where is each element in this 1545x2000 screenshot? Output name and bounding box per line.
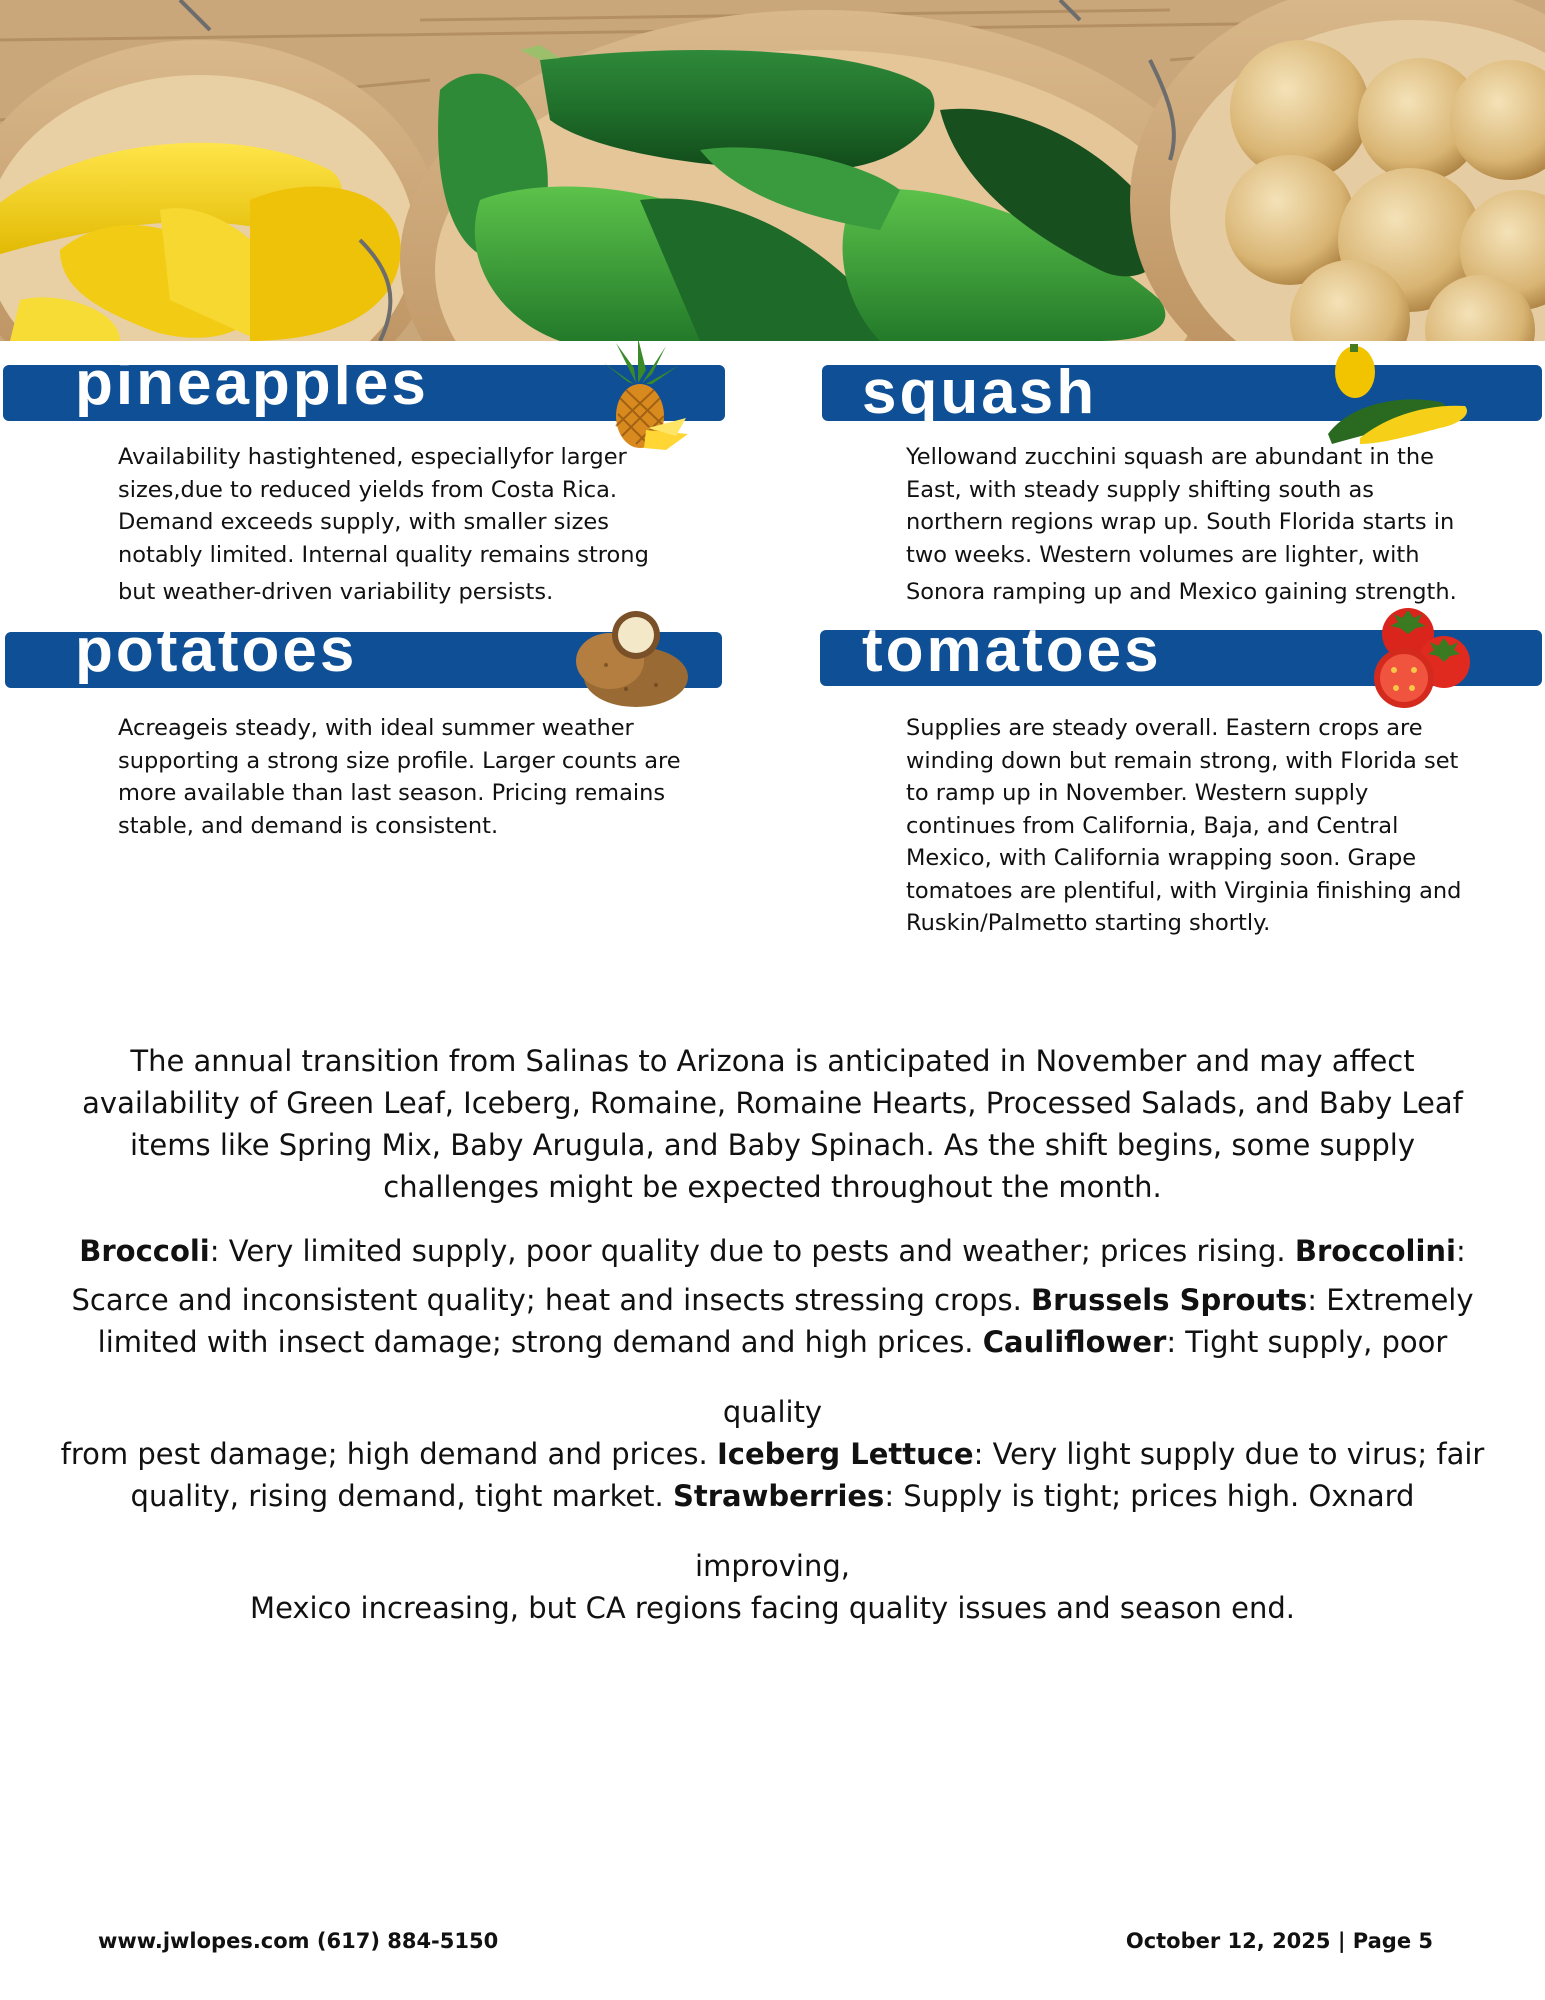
footer-contact: www.jwlopes.com (617) 884-5150 — [98, 1929, 499, 1953]
squash-text: Yellowand zucchini squash are abundant in the East, with steady supply shifting south as northern regions wrap up. South Florida starts in two weeks. Western volumes are lighter, with Sonora ramping up and Mexico gaining strength. — [906, 444, 1457, 605]
tomato-icon — [1366, 604, 1476, 710]
squash-icon — [1320, 344, 1470, 444]
commodity-line: quality — [722, 1395, 823, 1429]
commodity-line: limited with insect damage; strong demand and high prices. Cauliflower: Tight supply, poor — [97, 1325, 1448, 1359]
tomatoes-title: tomatoes — [862, 616, 1162, 685]
commodities-paragraph — [60, 1230, 1485, 1629]
commodity-line: Broccoli: Very limited supply, poor quality due to pests and weather; prices rising. Broccolini: — [79, 1234, 1466, 1268]
hero-image — [0, 0, 1545, 341]
squash-title: squash — [862, 358, 1098, 427]
potato-icon — [566, 605, 691, 710]
footer-date-page: October 12, 2025 | Page 5 — [1125, 1929, 1433, 1953]
pineapples-text: Availability hastightened, especiallyfor larger sizes,due to reduced yields from Costa Rica. Demand exceeds supply, with smaller sizes notably limited. Internal quality remains strong but weather-driven variability persists. — [118, 444, 649, 605]
commodity-line: Scarce and inconsistent quality; heat and insects stressing crops. Brussels Sprouts: Extremely — [71, 1283, 1474, 1317]
commodity-line: improving, — [695, 1549, 850, 1583]
commodity-line: Mexico increasing, but CA regions facing quality issues and season end. — [250, 1591, 1295, 1625]
potatoes-title: potatoes — [75, 616, 358, 685]
commodity-line: from pest damage; high demand and prices. Iceberg Lettuce: Very light supply due to virus; fair — [60, 1437, 1485, 1471]
potatoes-text: Acreageis steady, with ideal summer weather supporting a strong size profile. Larger counts are more available than last season. Pricing remains stable, and demand is consistent. — [118, 715, 681, 839]
pineapple-icon — [596, 338, 691, 453]
lettuce-transition-paragraph: The annual transition from Salinas to Arizona is anticipated in November and may affect availability of Green Leaf, Iceberg, Romaine, Romaine Hearts, Processed Salads, and Baby Leaf items like Spring Mix, Baby Arugula, and Baby Spinach. As the shift begins, some supply challenges might be expected throughout the month. — [82, 1044, 1463, 1204]
tomatoes-text: Supplies are steady overall. Eastern crops are winding down but remain strong, with Florida set to ramp up in November. Western supply continues from California, Baja, and Central Mexico, with California wrapping soon. Grape tomatoes are plentiful, with Virginia finishing and Ruskin/Palmetto starting shortly. — [906, 715, 1462, 936]
commodity-line: quality, rising demand, tight market. Strawberries: Supply is tight; prices high. Oxnard — [130, 1479, 1415, 1513]
pineapples-title: pineapples — [75, 349, 429, 418]
